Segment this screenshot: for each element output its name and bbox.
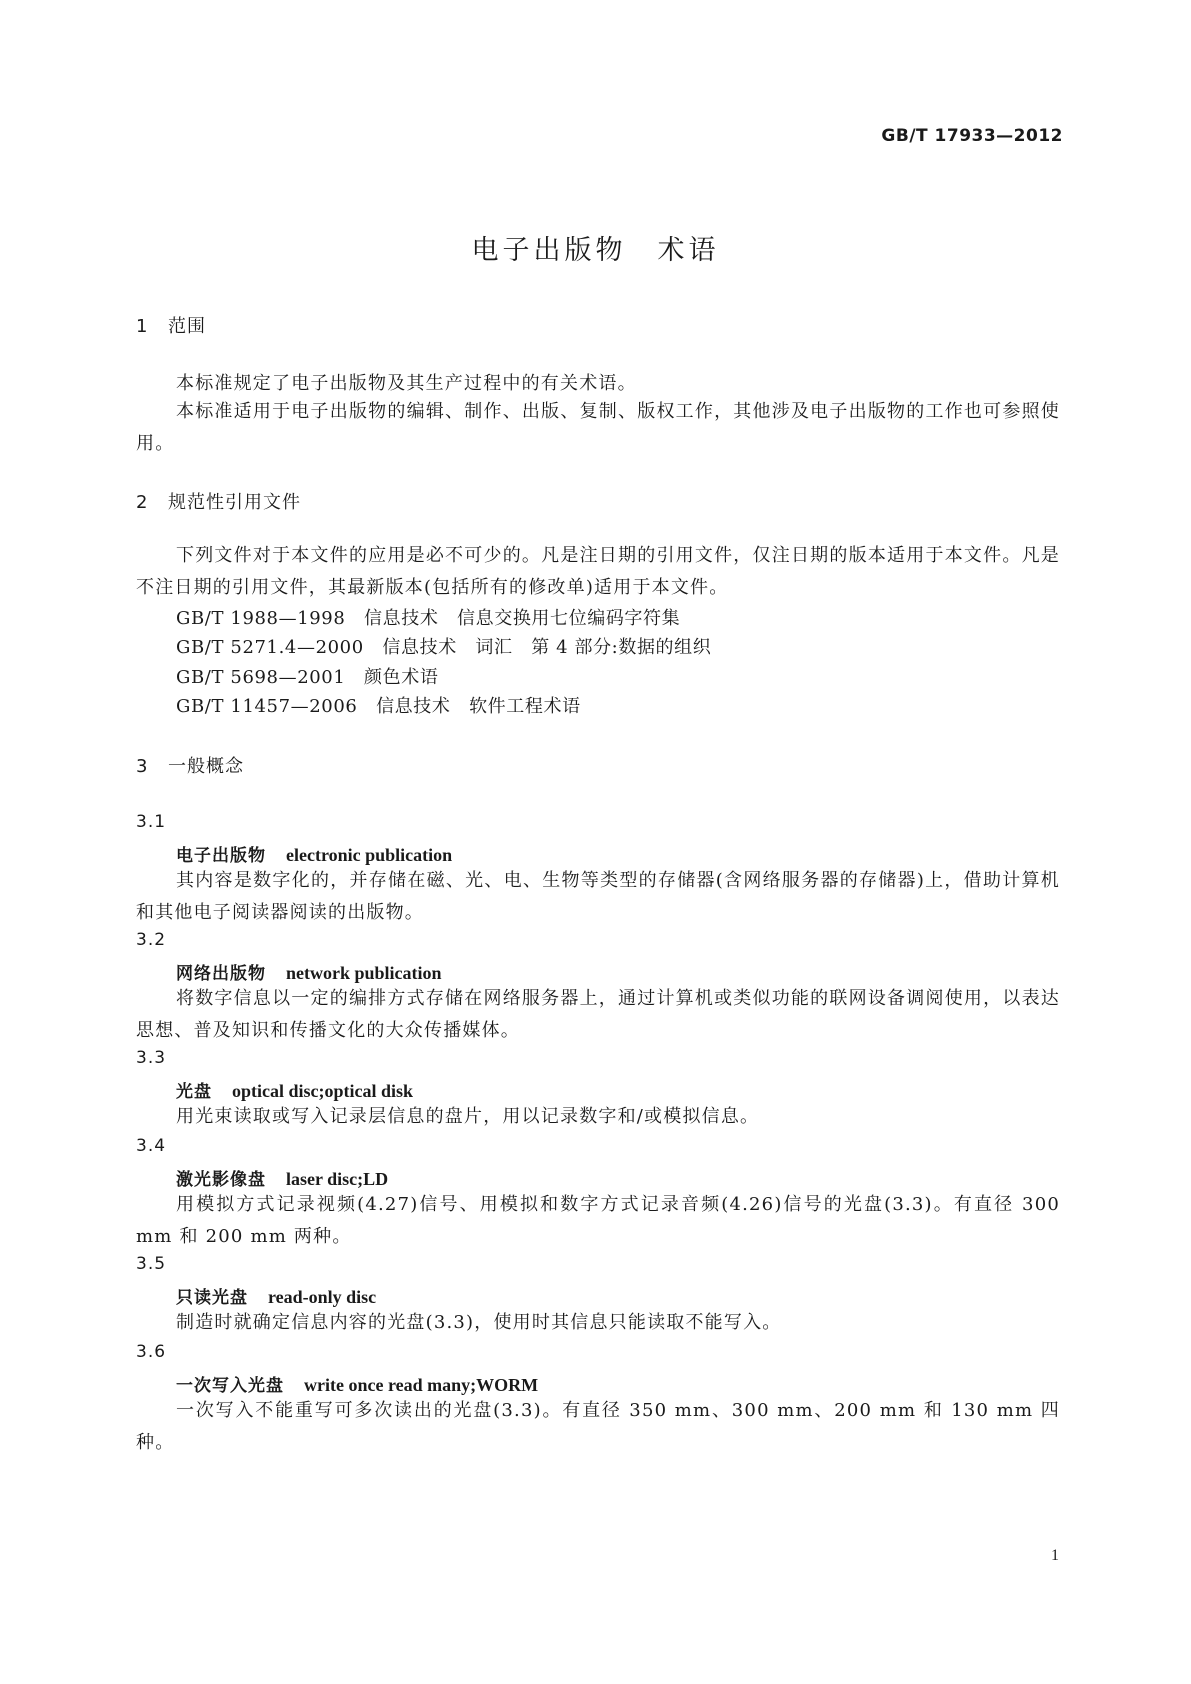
term-number: 3.5: [136, 1254, 167, 1274]
term-definition: 一次写入不能重写可多次读出的光盘(3.3)。有直径 350 mm、300 mm、200 mm 和 130 mm 四种。: [136, 1400, 1060, 1453]
term-heading: [176, 1283, 376, 1308]
reference-item: GB/T 5698—2001 颜色术语: [176, 667, 439, 688]
term-chinese: 光盘: [176, 1082, 212, 1102]
term-number: 3.4: [136, 1136, 167, 1156]
term-definition: 制造时就确定信息内容的光盘(3.3)，使用时其信息只能读取不能写入。: [176, 1312, 782, 1333]
term-english: electronic publication: [286, 845, 453, 865]
term-definition: 用光束读取或写入记录层信息的盘片，用以记录数字和/或模拟信息。: [176, 1106, 760, 1127]
section-heading-normative-references: [136, 488, 301, 514]
reference-item: GB/T 5271.4—2000 信息技术 词汇 第 4 部分:数据的组织: [176, 637, 712, 658]
section-number: 2: [136, 492, 149, 513]
term-heading: [176, 1371, 538, 1396]
section-heading-general-concepts: [136, 752, 244, 778]
term-chinese: 激光影像盘: [176, 1170, 266, 1190]
term-definition: 将数字信息以一定的编排方式存储在网络服务器上，通过计算机或类似功能的联网设备调阅使用，以表达思想、普及知识和传播文化的大众传播媒体。: [136, 988, 1060, 1041]
term-chinese: 一次写入光盘: [176, 1376, 284, 1396]
term-english: network publication: [286, 963, 442, 983]
term-chinese: 网络出版物: [176, 964, 266, 984]
term-english: laser disc;LD: [286, 1169, 389, 1189]
section-title: 一般概念: [168, 756, 244, 777]
term-english: write once read many;WORM: [304, 1375, 539, 1395]
term-number: 3.6: [136, 1342, 167, 1362]
section-heading-scope: [136, 312, 206, 338]
standard-code: GB/T 17933—2012: [881, 126, 1063, 146]
document-title: 电子出版物 术语: [471, 235, 720, 266]
section-title: 规范性引用文件: [168, 492, 301, 513]
scope-paragraph-2: 本标准适用于电子出版物的编辑、制作、出版、复制、版权工作，其他涉及电子出版物的工作也可参照使用。: [136, 401, 1060, 454]
section-number: 1: [136, 316, 149, 337]
term-heading: [176, 1077, 413, 1102]
term-heading: [176, 959, 442, 984]
term-english: read-only disc: [268, 1287, 377, 1307]
reference-item: GB/T 1988—1998 信息技术 信息交换用七位编码字符集: [176, 608, 681, 629]
term-number: 3.3: [136, 1048, 167, 1068]
term-chinese: 只读光盘: [176, 1288, 248, 1308]
scope-paragraph-1: 本标准规定了电子出版物及其生产过程中的有关术语。: [176, 373, 637, 394]
term-heading: [176, 841, 452, 866]
term-chinese: 电子出版物: [176, 846, 266, 866]
references-intro-paragraph: 下列文件对于本文件的应用是必不可少的。凡是注日期的引用文件，仅注日期的版本适用于本文件。凡是不注日期的引用文件，其最新版本(包括所有的修改单)适用于本文件。: [136, 545, 1060, 598]
page-number: 1: [1051, 1547, 1059, 1564]
section-number: 3: [136, 756, 149, 777]
reference-item: GB/T 11457—2006 信息技术 软件工程术语: [176, 696, 581, 717]
term-definition: 用模拟方式记录视频(4.27)信号、用模拟和数字方式记录音频(4.26)信号的光盘(3.3)。有直径 300 mm 和 200 mm 两种。: [136, 1194, 1060, 1247]
section-title: 范围: [168, 316, 206, 337]
term-definition: 其内容是数字化的，并存储在磁、光、电、生物等类型的存储器(含网络服务器的存储器)上，借助计算机和其他电子阅读器阅读的出版物。: [136, 870, 1060, 923]
term-number: 3.2: [136, 930, 167, 950]
term-number: 3.1: [136, 812, 167, 832]
term-heading: [176, 1165, 388, 1190]
term-english: optical disc;optical disk: [232, 1081, 414, 1101]
